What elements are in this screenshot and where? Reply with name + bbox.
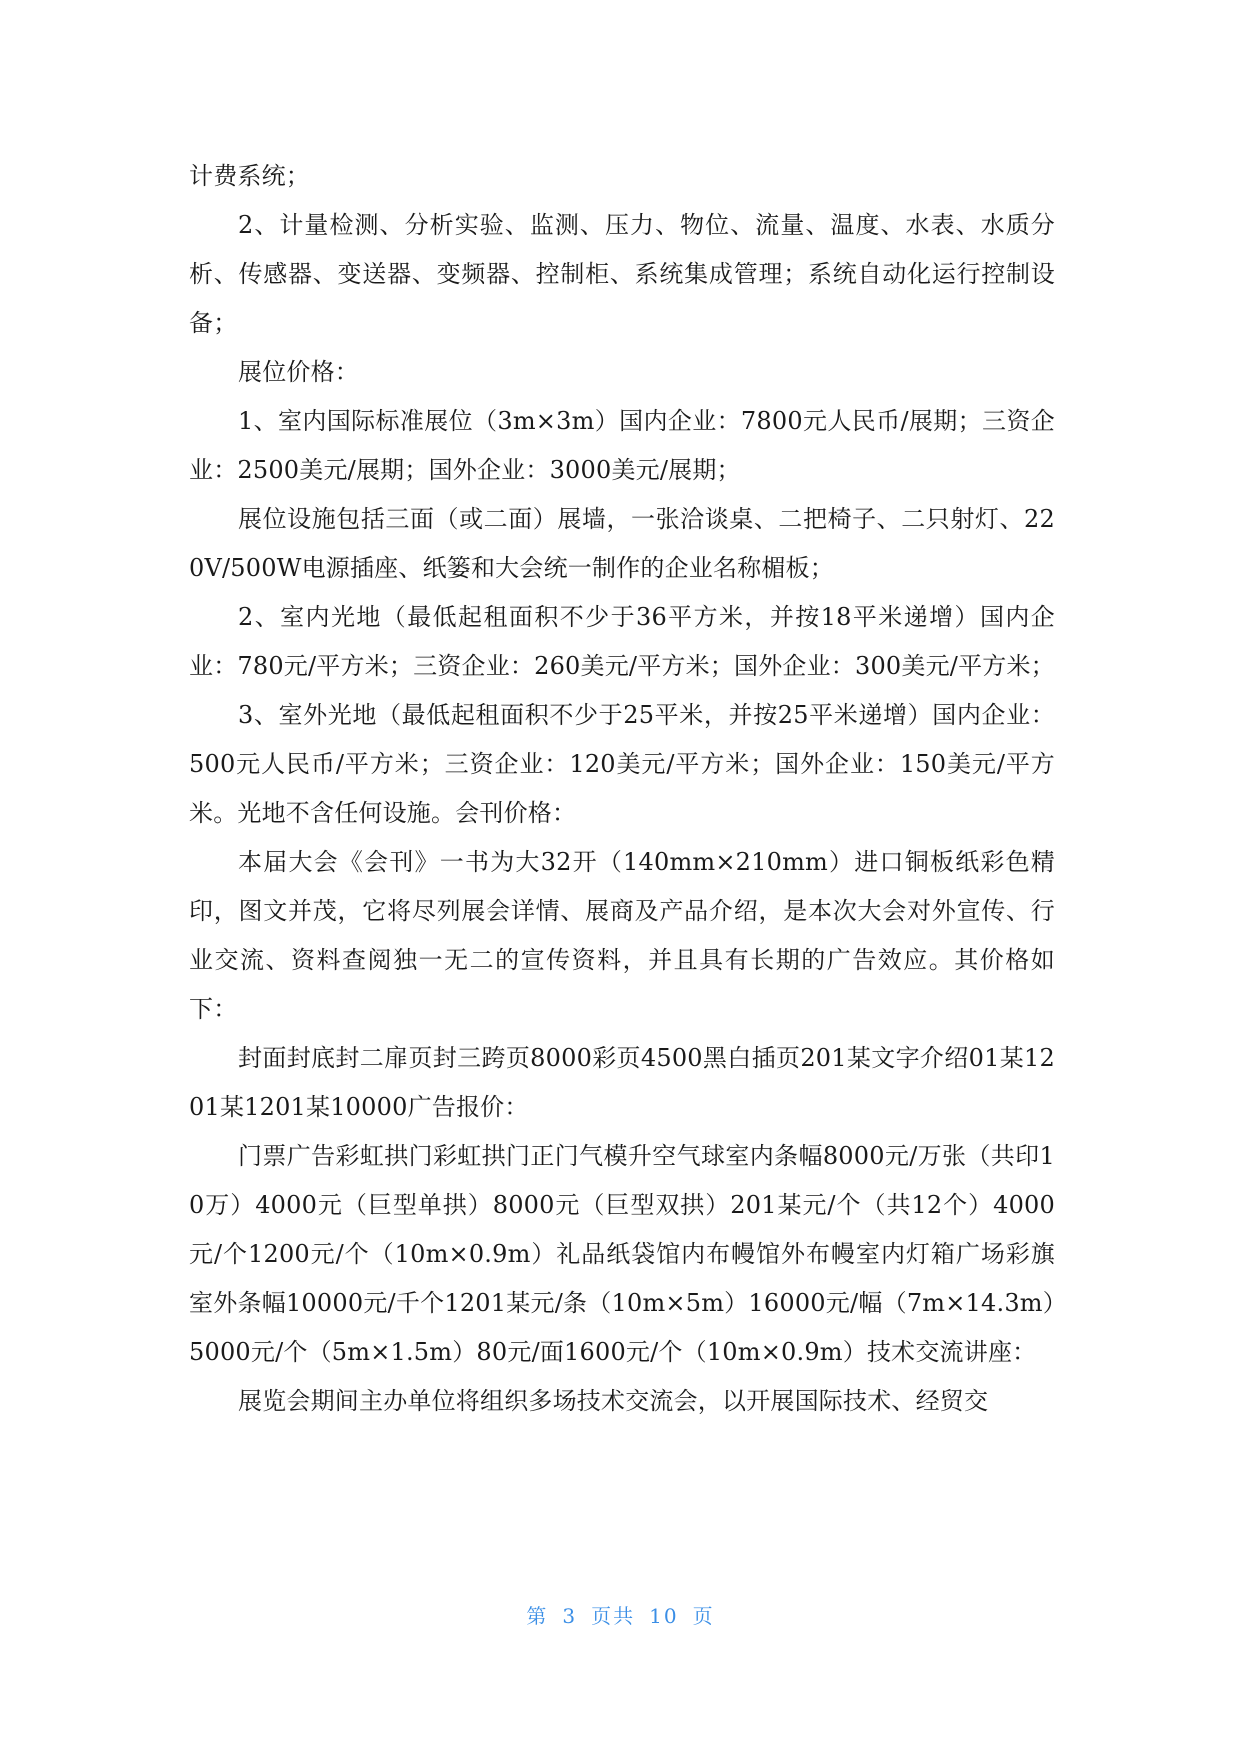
paragraph-5: 展位设施包括三面（或二面）展墙，一张洽谈桌、二把椅子、二只射灯、220V/500W电源插座、纸篓和大会统一制作的企业名称楣板；	[189, 505, 1055, 582]
footer-prefix: 第	[526, 1604, 549, 1628]
document-body	[189, 152, 1055, 1426]
paragraph-8: 本届大会《会刊》一书为大32开（140mm×210mm）进口铜板纸彩色精印，图文并茂，它将尽列展会详情、展商及产品介绍，是本次大会对外宣传、行业交流、资料查阅独一无二的宣传资料，并且具有长期的广告效应。其价格如下：	[189, 848, 1055, 1023]
paragraph-6: 2、室内光地（最低起租面积不少于36平方米，并按18平米递增）国内企业：780元/平方米；三资企业：260美元/平方米；国外企业：300美元/平方米；	[189, 603, 1055, 680]
paragraph-11: 展览会期间主办单位将组织多场技术交流会，以开展国际技术、经贸交	[238, 1387, 989, 1415]
footer-total-pages: 10	[649, 1604, 679, 1628]
paragraph-1: 计费系统；	[189, 162, 310, 190]
footer-middle: 页共	[591, 1604, 636, 1628]
paragraph-3: 展位价格：	[238, 358, 359, 386]
footer-current-page: 3	[562, 1604, 578, 1628]
paragraph-9: 封面封底封二扉页封三跨页8000彩页4500黑白插页201某文字介绍01某1201某1201某10000广告报价：	[189, 1044, 1055, 1121]
paragraph-10: 门票广告彩虹拱门彩虹拱门正门气模升空气球室内条幅8000元/万张（共印10万）4000元（巨型单拱）8000元（巨型双拱）201某元/个（共12个）4000元/个1200元/个（10m×0.9m）礼品纸袋馆内布幔馆外布幔室内灯箱广场彩旗室外条幅10000元/千个1201某元/条（10m×5m）16000元/幅（7m×14.3m）5000元/个（5m×1.5m）80元/面1600元/个（10m×0.9m）技术交流讲座：	[189, 1142, 1055, 1366]
page-footer	[0, 1600, 1241, 1629]
paragraph-2: 2、计量检测、分析实验、监测、压力、物位、流量、温度、水表、水质分析、传感器、变送器、变频器、控制柜、系统集成管理；系统自动化运行控制设备；	[189, 211, 1055, 337]
paragraph-7: 3、室外光地（最低起租面积不少于25平米，并按25平米递增）国内企业：500元人民币/平方米；三资企业：120美元/平方米；国外企业：150美元/平方米。光地不含任何设施。会刊价格：	[189, 701, 1055, 827]
footer-suffix: 页	[692, 1604, 715, 1628]
paragraph-4: 1、室内国际标准展位（3m×3m）国内企业：7800元人民币/展期；三资企业：2500美元/展期；国外企业：3000美元/展期；	[189, 407, 1055, 484]
